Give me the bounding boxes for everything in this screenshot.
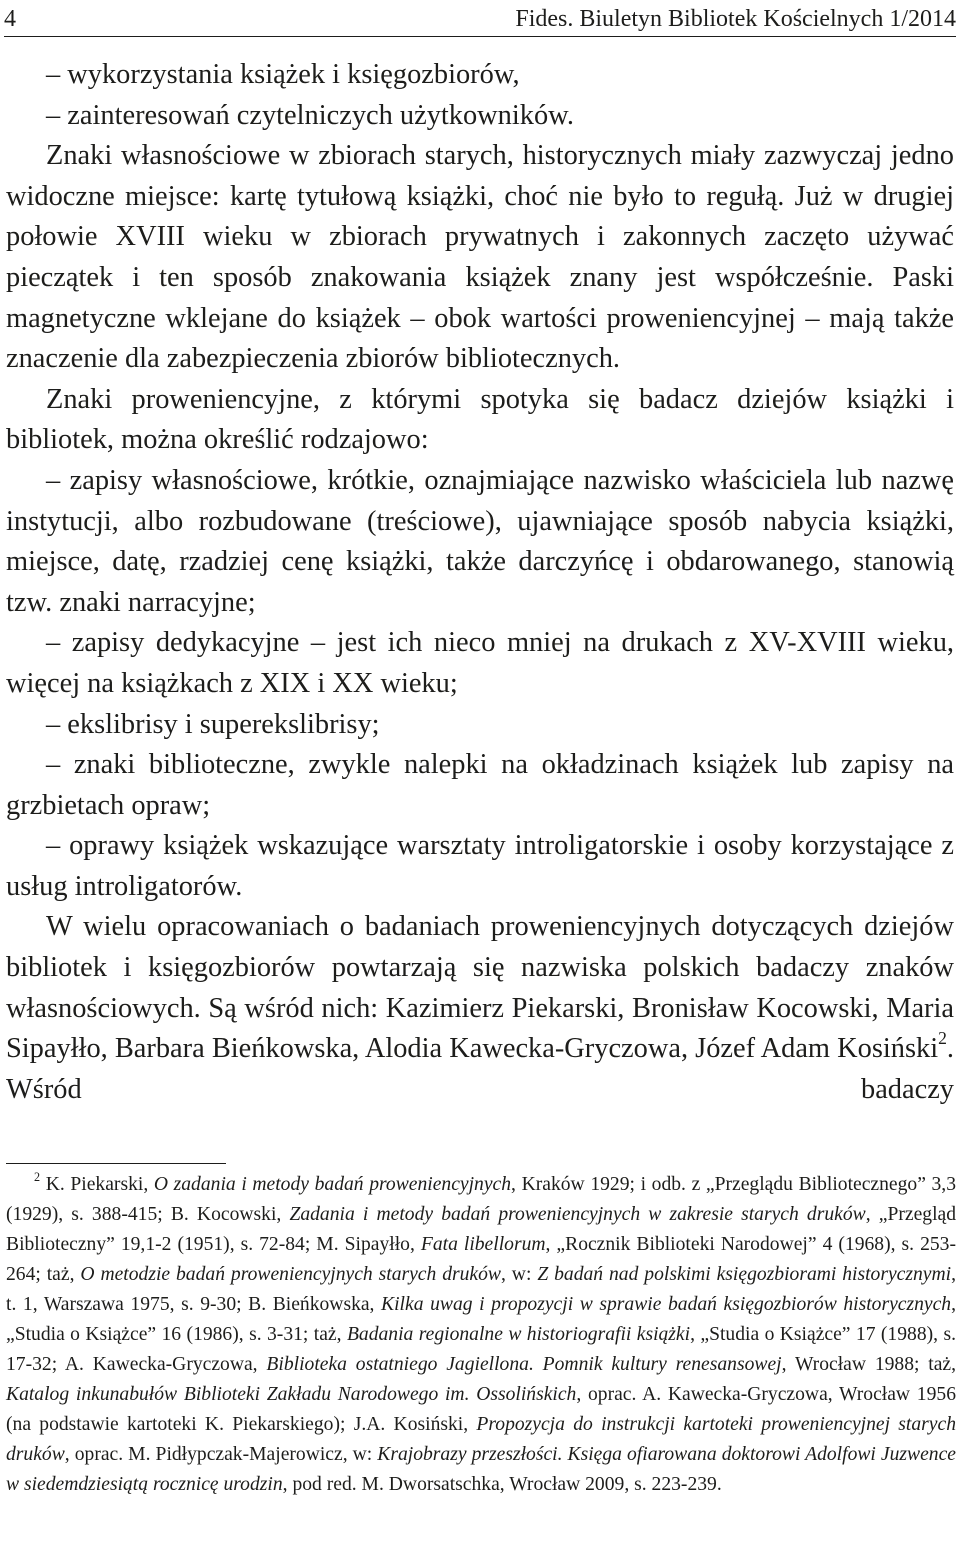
footnote-title: Z badań nad polskimi księgozbiorami historycznymi (537, 1264, 952, 1285)
footnote-title: Katalog inkunabułów Biblioteki Zakładu Narodowego im. Ossolińskich (6, 1384, 577, 1405)
footnote-title: Krajobrazy przeszłości. Księga ofiarowana doktorowi Adolfowi Juzwence w siedemdziesiątą rocznicę urodzin (6, 1444, 956, 1495)
list-item: – zapisy własnościowe, krótkie, oznajmiające nazwisko właściciela lub nazwę instytucji, albo rozbudowane (treściowe), ujawniające sposób nabycia książki, miejsce, datę, rzadziej cenę książki, także darczyńcę i obdarowanego, stanowią tzw. znaki narracyjne; (6, 464, 954, 618)
footnote-segment: , pod red. M. Dworsatschka, Wrocław 2009, s. 223-239. (282, 1474, 722, 1495)
footnote-segment: K. Piekarski, (45, 1174, 154, 1195)
footnote-segment: , w: (501, 1264, 538, 1285)
footnote-number: 2 (34, 1169, 41, 1184)
journal-title: Fides. Biuletyn Bibliotek Kościelnych 1/2014 (515, 6, 956, 32)
paragraph (6, 907, 954, 1110)
paragraph-text: W wielu opracowaniach o badaniach proweniencyjnych dotyczących dziejów bibliotek i księgozbiorów powtarzają się nazwiska polskich badaczy znaków własnościowych. Są wśród nich: Kazimierz Piekarski, Bronisław Kocowski, Maria Sipayłło, Barbara Bieńkowska, Alodia Kawecka-Gryczowa, Józef Adam Kosiński (6, 911, 954, 1065)
list-item: – zainteresowań czytelniczych użytkowników. (46, 99, 574, 131)
running-header (4, 2, 956, 37)
body-text (6, 55, 954, 1110)
footnote-reference: 2 (938, 1028, 947, 1049)
footnote-segment: , „Przegląd Biblioteczny” 19,1-2 (1951), s. 72-84; M. Sipayłło, (6, 1204, 957, 1255)
footnote-title: Zadania i metody badań proweniencyjnych w zakresie starych druków (289, 1204, 866, 1225)
list-item: – zapisy dedykacyjne – jest ich nieco mniej na drukach z XV-XVIII wieku, więcej na książkach z XIX i XX wieku; (6, 627, 954, 699)
footnote-segment: , Kraków 1929; i odb. z „Przeglądu Bibliotecznego” 3,3 (1929), s. 388-415; B. Kocowski, (6, 1174, 957, 1225)
footnote (6, 1170, 956, 1500)
footnote-segment: , „Studia o Książce” 16 (1986), s. 3-31; taż, (6, 1294, 956, 1345)
footnote-title: Biblioteka ostatniego Jagiellona. Pomnik kultury renesansowej (266, 1354, 782, 1375)
footnote-title: Propozycja do instrukcji kartoteki proweniencyjnej starych druków (6, 1414, 956, 1465)
paragraph: Znaki własnościowe w zbiorach starych, historycznych miały zazwyczaj jedno widoczne miejsce: kartę tytułową książki, choć nie było to regułą. Już w drugiej połowie XVIII wieku w zbiorach prywatnych i zakonnych zaczęto używać pieczątek i ten sposób znakowania książek znany jest współcześnie. Paski magnetyczne wklejane do książek – obok wartości proweniencyjnej – mają także znaczenie dla zabezpieczenia zbiorów bibliotecznych. (6, 140, 954, 375)
footnote-segment: , „Studia o Książce” 17 (1988), s. 17-32; A. Kawecka-Gryczowa, (6, 1324, 956, 1375)
paragraph-text-tail: . Wśród badaczy (6, 1033, 954, 1105)
footnote-segment: , oprac. M. Pidłypczak-Majerowicz, w: (64, 1444, 378, 1465)
footnote-segment: , „Rocznik Biblioteki Narodowej” 4 (1968), s. 253-264; taż, (6, 1234, 956, 1285)
list-item: – ekslibrisy i superekslibrisy; (46, 708, 380, 740)
footnote-title: Kilka uwag i propozycji w sprawie badań księgozbiorów historycznych (381, 1294, 952, 1315)
list-item: – wykorzystania książek i księgozbiorów, (46, 59, 520, 90)
paragraph: Znaki proweniencyjne, z którymi spotyka się badacz dziejów książki i bibliotek, można określić rodzajowo: (6, 383, 954, 456)
footnote-title: Badania regionalne w historiografii książki (346, 1324, 691, 1345)
footnote-title: Fata libellorum (420, 1234, 546, 1255)
footnote-segment: , Wrocław 1988; taż, (781, 1354, 957, 1375)
list-item: – znaki biblioteczne, zwykle nalepki na okładzinach książek lub zapisy na grzbietach opraw; (6, 749, 954, 821)
footnote-segment: , oprac. A. Kawecka-Gryczowa, Wrocław 1956 (na podstawie kartoteki K. Piekarskiego); J.A. Kosiński, (6, 1384, 956, 1435)
footnote-text (6, 1170, 956, 1500)
footnote-segment: , t. 1, Warszawa 1975, s. 9-30; B. Bieńkowska, (6, 1264, 956, 1315)
footnote-separator (6, 1163, 226, 1164)
footnote-title: O metodzie badań proweniencyjnych starych druków (80, 1264, 501, 1285)
page-number: 4 (4, 6, 16, 32)
list-item: – oprawy książek wskazujące warsztaty introligatorskie i osoby korzystające z usług introligatorów. (6, 830, 954, 902)
footnote-title: O zadania i metody badań proweniencyjnych (153, 1174, 512, 1195)
